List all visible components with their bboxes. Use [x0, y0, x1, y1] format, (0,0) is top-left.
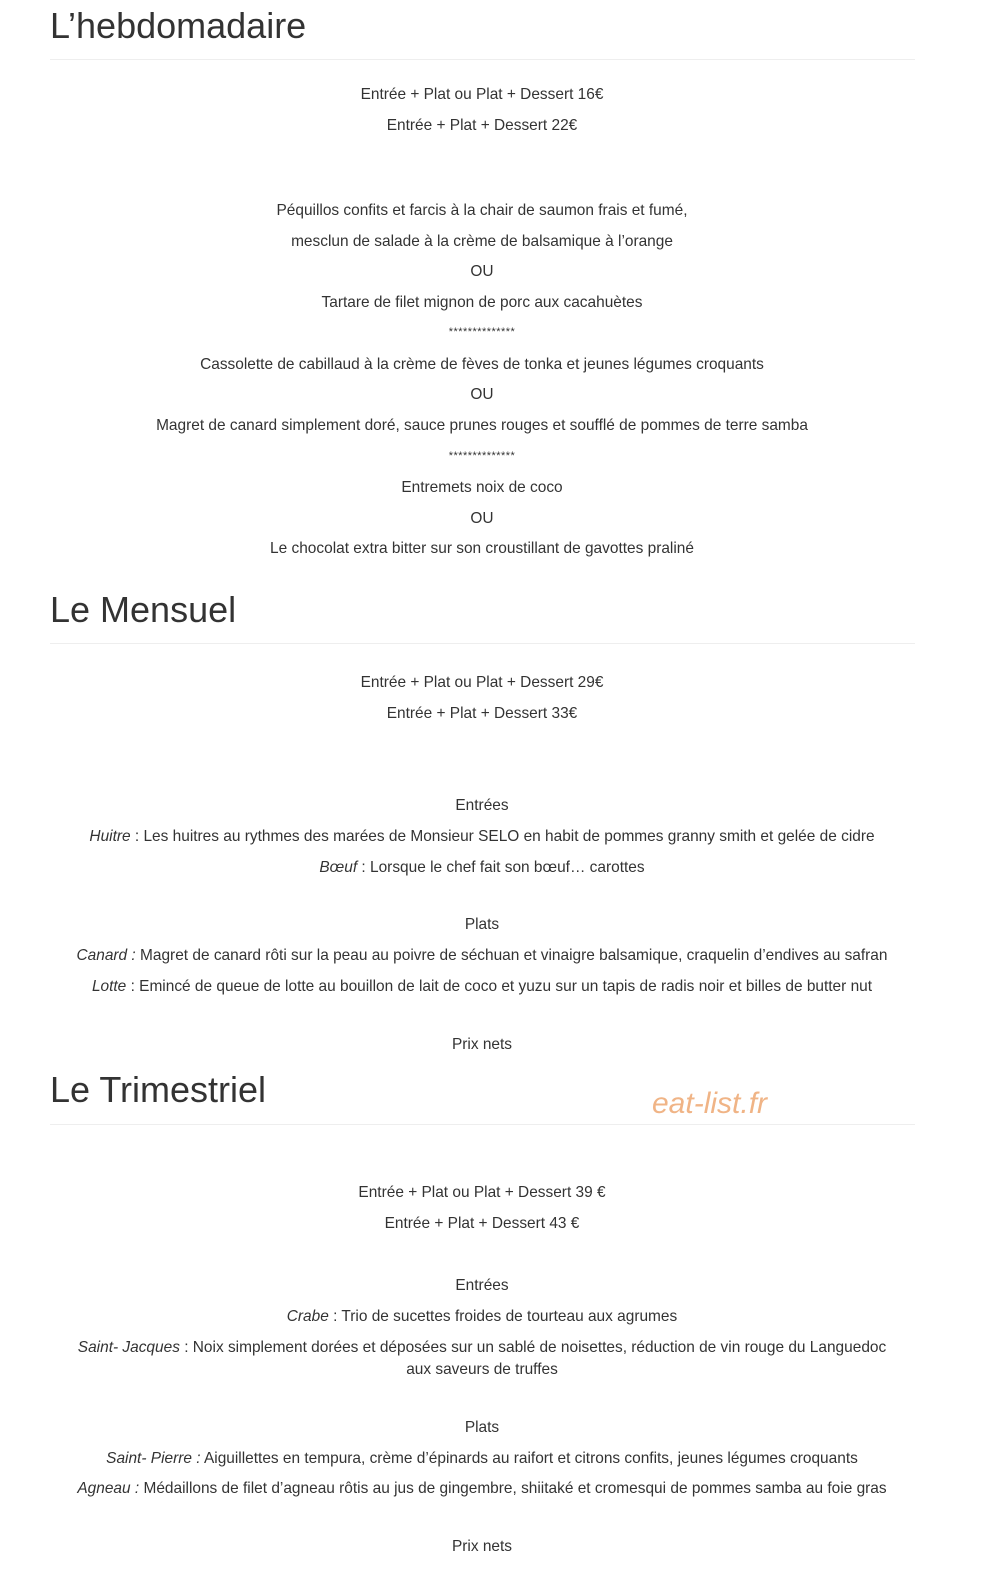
formula-line: Entrée + Plat ou Plat + Dessert 16€: [360, 86, 604, 103]
menu-item: [0, 1449, 964, 1469]
course-heading: Entrées: [455, 797, 509, 814]
course-heading: Entrées: [455, 1277, 509, 1294]
menu-item: [0, 1307, 964, 1327]
menu-item: Cassolette de cabillaud à la crème de fèves de tonka et jeunes légumes croquants: [200, 356, 764, 373]
dish-description: Magret de canard rôti sur la peau au poivre de séchuan et vinaigre balsamique, craquelin d’endives au safran: [135, 947, 888, 964]
dish-description: Aiguillettes en tempura, crème d’épinards au raifort et citrons confits, jeunes légumes croquants: [200, 1450, 858, 1467]
dish-name: Bœuf: [319, 859, 358, 876]
section-divider: [50, 59, 915, 60]
menu-item: Péquillos confits et farcis à la chair de saumon frais et fumé,: [276, 202, 688, 219]
menu-item: [0, 977, 964, 997]
dish-name: Canard :: [76, 947, 136, 964]
dish-description: : Lorsque le chef fait son bœuf… carottes: [357, 859, 645, 876]
dish-description: : Trio de sucettes froides de tourteau aux agrumes: [328, 1308, 678, 1325]
dish-name: Saint- Jacques: [77, 1339, 180, 1356]
menu-item: Entremets noix de coco: [401, 479, 563, 496]
menu-item: [0, 827, 964, 847]
dish-name: Saint- Pierre :: [106, 1450, 201, 1467]
course-heading: Plats: [464, 1419, 500, 1436]
course-separator: **************: [448, 450, 516, 462]
section-title-hebdomadaire: L’hebdomadaire: [50, 5, 307, 46]
dish-name: Crabe: [286, 1308, 329, 1325]
menu-item: [0, 1479, 964, 1499]
formula-line: Entrée + Plat + Dessert 22€: [386, 117, 578, 134]
price-note: Prix nets: [451, 1036, 513, 1053]
menu-item: Tartare de filet mignon de porc aux cacahuètes: [321, 294, 643, 311]
dish-name: Lotte: [91, 978, 127, 995]
dish-description: : Noix simplement dorées et déposées sur un sablé de noisettes, réduction de vin rouge du Languedoc: [179, 1339, 887, 1356]
formula-line: Entrée + Plat ou Plat + Dessert 29€: [360, 674, 604, 691]
price-note: Prix nets: [451, 1538, 513, 1555]
menu-item: Le chocolat extra bitter sur son croustillant de gavottes praliné: [270, 540, 694, 557]
section-divider: [50, 1124, 915, 1125]
course-separator: **************: [448, 326, 516, 338]
dish-description: : Les huitres au rythmes des marées de Monsieur SELO en habit de pommes granny smith et gelée de cidre: [130, 828, 875, 845]
formula-line: Entrée + Plat + Dessert 43 €: [384, 1215, 580, 1232]
dish-description: : Emincé de queue de lotte au bouillon de lait de coco et yuzu sur un tapis de radis noir et billes de butter nut: [126, 978, 873, 995]
menu-item: Magret de canard simplement doré, sauce prunes rouges et soufflé de pommes de terre samba: [156, 417, 808, 434]
watermark: eat-list.fr: [652, 1087, 768, 1120]
dish-name: Agneau :: [77, 1480, 140, 1497]
menu-item: [0, 1338, 964, 1358]
dish-name: Huitre: [89, 828, 131, 845]
section-title-trimestriel: Le Trimestriel: [50, 1069, 267, 1110]
or-separator: OU: [470, 386, 494, 403]
menu-item: [0, 946, 964, 966]
dish-description: Médaillons de filet d’agneau rôtis au jus de gingembre, shiitaké et cromesqui de pommes samba au foie gras: [139, 1480, 887, 1497]
menu-item: [0, 858, 964, 878]
formula-line: Entrée + Plat + Dessert 33€: [386, 705, 578, 722]
section-title-mensuel: Le Mensuel: [50, 589, 237, 630]
menu-item: mesclun de salade à la crème de balsamique à l’orange: [291, 233, 673, 250]
course-heading: Plats: [464, 916, 500, 933]
or-separator: OU: [470, 510, 494, 527]
or-separator: OU: [470, 263, 494, 280]
section-divider: [50, 643, 915, 644]
menu-item-continuation: aux saveurs de truffes: [406, 1361, 558, 1378]
formula-line: Entrée + Plat ou Plat + Dessert 39 €: [358, 1184, 606, 1201]
